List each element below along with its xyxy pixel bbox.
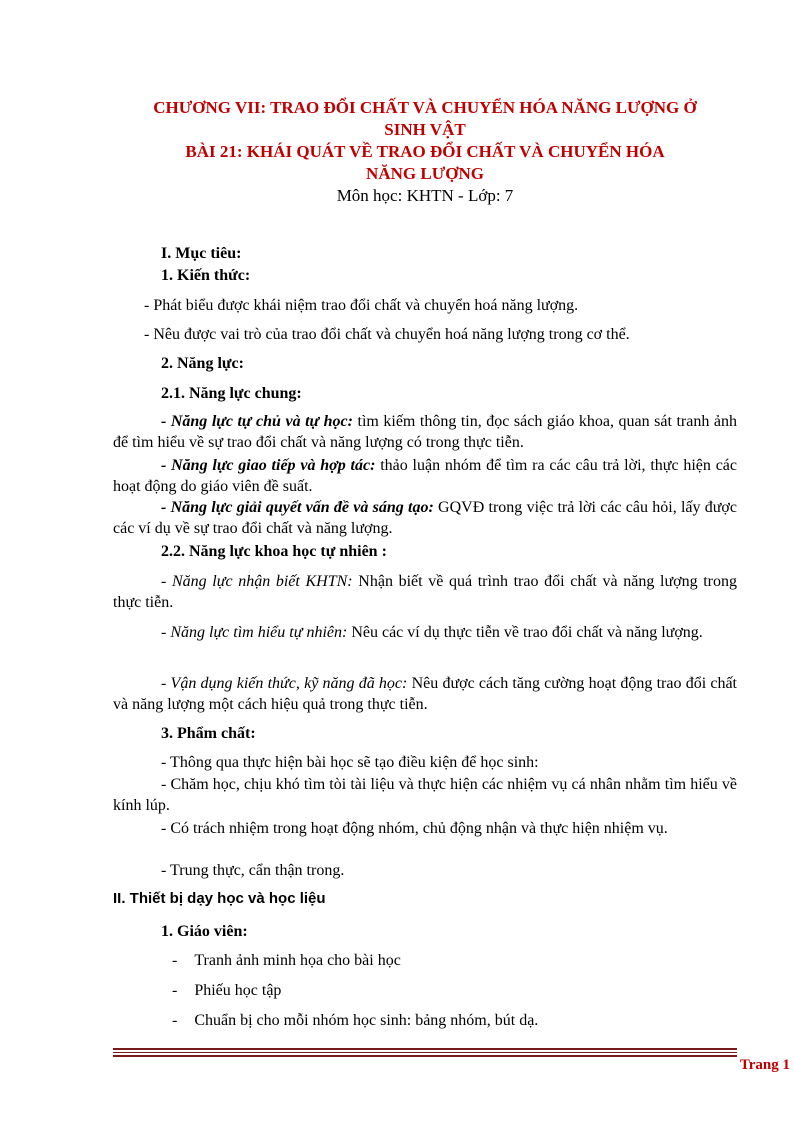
item-text: tìm kiếm thông tin, đọc sách giáo khoa, quan sát tranh ảnh để tìm hiểu về sự trao đổi chất và năng lượng có trong thực tiễn. xyxy=(113,413,737,451)
lesson-title-line-2: NĂNG LƯỢNG xyxy=(366,164,484,183)
teacher-item xyxy=(172,1010,538,1031)
item-label: - Năng lực nhận biết KHTN: xyxy=(161,573,353,590)
item-text: Chuẩn bị cho mỗi nhóm học sinh: bảng nhóm, bút dạ. xyxy=(194,1012,539,1029)
item-label: - Năng lực tìm hiểu tự nhiên: xyxy=(161,624,348,641)
knowledge-heading: 1. Kiến thức: xyxy=(161,267,251,284)
section-2-heading: II. Thiết bị dạy học và học liệu xyxy=(113,890,326,907)
item-label: - Vận dụng kiến thức, kỹ năng đã học: xyxy=(161,675,408,692)
item-text: Nhận biết về quá trình trao đổi chất và năng lượng trong thực tiễn. xyxy=(113,573,738,611)
item-label: - Năng lực giải quyết vấn đề và sáng tạo: xyxy=(161,499,434,516)
competence-heading: 2. Năng lực: xyxy=(161,355,244,372)
science-competence-item xyxy=(113,571,737,613)
subject-line: Môn học: KHTN - Lớp: 7 xyxy=(336,186,514,205)
quality-item: - Trung thực, cẩn thận trong. xyxy=(161,862,345,879)
document-header xyxy=(113,97,737,207)
general-competence-item xyxy=(113,497,737,539)
general-competence-heading: 2.1. Năng lực chung: xyxy=(161,385,302,402)
bullet-dash: - xyxy=(172,952,178,969)
item-text: Nêu được cách tăng cường hoạt động trao đổi chất và năng lượng một cách hiệu quả trong thực tiễn. xyxy=(113,675,738,713)
teacher-heading: 1. Giáo viên: xyxy=(161,923,248,940)
general-competence-item xyxy=(113,455,737,497)
item-text: thảo luận nhóm để tìm ra các câu trả lời, thực hiện các hoạt động do giáo viên đề suất. xyxy=(113,457,737,495)
item-text: Phiếu học tập xyxy=(194,982,282,999)
bullet-dash: - xyxy=(172,982,178,999)
chapter-title-line-2: SINH VẬT xyxy=(384,120,466,139)
item-text: GQVĐ trong việc trả lời các câu hỏi, lấy được các ví dụ về sự trao đổi chất và năng lượng. xyxy=(113,499,737,537)
science-competence-item xyxy=(113,673,737,715)
quality-item: - Chăm học, chịu khó tìm tòi tài liệu và thực hiện các nhiệm vụ cá nhân nhằm tìm hiểu về kính lúp. xyxy=(113,776,737,814)
science-competence-item xyxy=(113,622,737,643)
quality-item: - Thông qua thực hiện bài học sẽ tạo điều kiện để học sinh: xyxy=(161,754,539,771)
item-label: - Năng lực giao tiếp và hợp tác: xyxy=(161,457,376,474)
item-label: - Năng lực tự chủ và tự học: xyxy=(161,413,353,430)
lesson-title-line-1: BÀI 21: KHÁI QUÁT VỀ TRAO ĐỔI CHẤT VÀ CHUYỂN HÓA xyxy=(185,142,665,161)
item-text: Nêu các ví dụ thực tiễn về trao đổi chất và năng lượng. xyxy=(347,624,703,641)
chapter-title-line-1: CHƯƠNG VII: TRAO ĐỔI CHẤT VÀ CHUYỂN HÓA NĂNG LƯỢNG Ở xyxy=(153,98,697,117)
teacher-item xyxy=(172,980,281,1001)
science-competence-heading: 2.2. Năng lực khoa học tự nhiên : xyxy=(161,543,387,560)
teacher-item xyxy=(172,950,401,971)
knowledge-item: - Nêu được vai trò của trao đổi chất và chuyển hoá năng lượng trong cơ thể. xyxy=(144,326,630,343)
bullet-dash: - xyxy=(172,1012,178,1029)
general-competence-item xyxy=(113,411,737,453)
quality-item: - Có trách nhiệm trong hoạt động nhóm, chủ động nhận và thực hiện nhiệm vụ. xyxy=(161,820,668,837)
page-number: Trang 1 xyxy=(739,1057,790,1073)
section-1-heading: I. Mục tiêu: xyxy=(161,245,242,262)
quality-heading: 3. Phẩm chất: xyxy=(161,725,256,742)
footer-rule xyxy=(113,1048,737,1059)
item-text: Tranh ảnh minh họa cho bài học xyxy=(194,952,401,969)
knowledge-item: - Phát biểu được khái niệm trao đổi chất và chuyển hoá năng lượng. xyxy=(144,297,579,314)
